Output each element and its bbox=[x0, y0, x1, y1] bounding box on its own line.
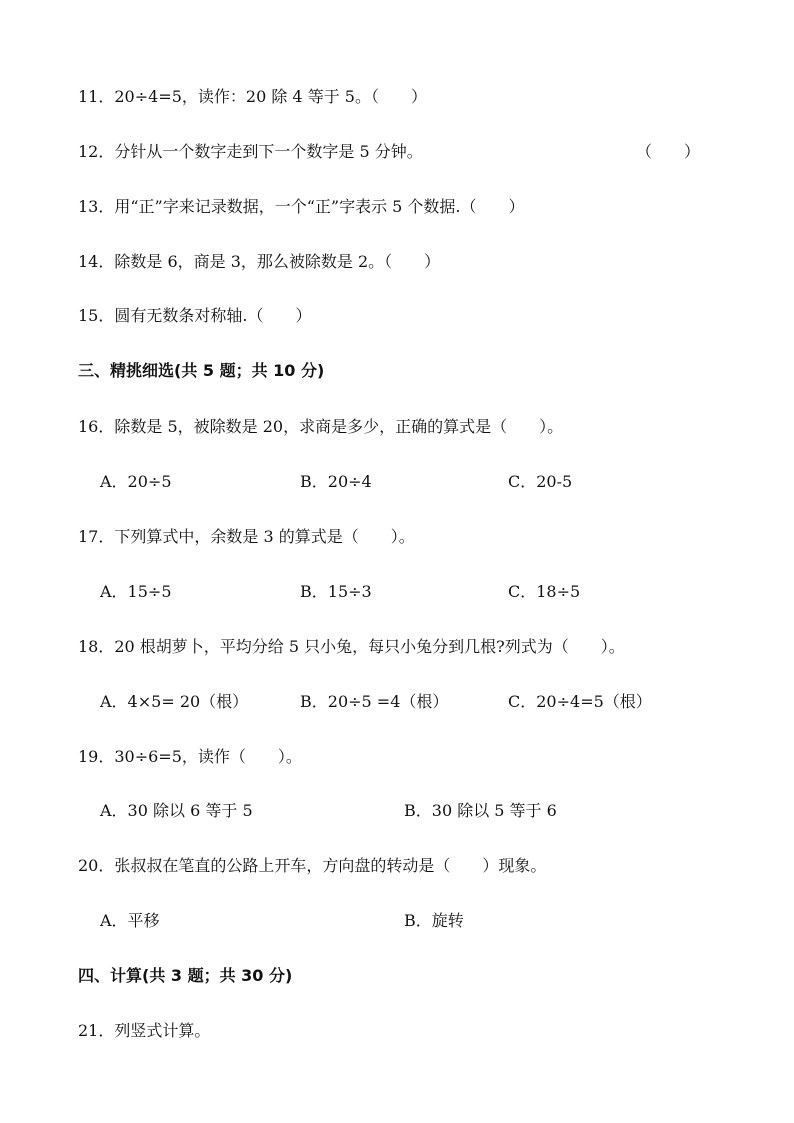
question-18-option-a: A．4×5= 20（根） bbox=[100, 692, 249, 711]
question-11: 11．20÷4=5，读作：20 除 4 等于 5。（ ） bbox=[78, 87, 427, 106]
question-16-option-a: A．20÷5 bbox=[100, 472, 172, 491]
question-18-option-b: B．20÷5 =4（根） bbox=[300, 692, 449, 711]
question-16-option-b: B．20÷4 bbox=[300, 472, 372, 491]
question-19-option-b: B．30 除以 5 等于 6 bbox=[404, 801, 557, 820]
question-18: 18．20 根胡萝卜，平均分给 5 只小兔，每只小兔分到几根?列式为（ ）。 bbox=[78, 637, 625, 656]
question-20: 20．张叔叔在笔直的公路上开车，方向盘的转动是（ ）现象。 bbox=[78, 856, 547, 875]
question-12-answer-paren: （ ） bbox=[636, 142, 701, 161]
question-16: 16．除数是 5，被除数是 20，求商是多少，正确的算式是（ ）。 bbox=[78, 417, 564, 436]
question-19-option-a: A．30 除以 6 等于 5 bbox=[100, 801, 253, 820]
question-13: 13．用“正”字来记录数据，一个“正”字表示 5 个数据.（ ） bbox=[78, 197, 525, 216]
question-18-option-c: C．20÷4=5（根） bbox=[508, 692, 652, 711]
question-17: 17．下列算式中，余数是 3 的算式是（ ）。 bbox=[78, 527, 415, 546]
question-17-option-a: A．15÷5 bbox=[100, 582, 172, 601]
question-16-option-c: C．20-5 bbox=[508, 472, 573, 491]
question-14: 14．除数是 6，商是 3，那么被除数是 2。（ ） bbox=[78, 252, 441, 271]
question-12: 12．分针从一个数字走到下一个数字是 5 分钟。 bbox=[78, 142, 423, 161]
section-3-title: 三、精挑细选(共 5 题；共 10 分) bbox=[78, 361, 325, 380]
question-20-option-a: A．平移 bbox=[100, 911, 160, 930]
section-4-title: 四、计算(共 3 题；共 30 分) bbox=[78, 966, 293, 985]
question-20-option-b: B．旋转 bbox=[404, 911, 464, 930]
question-17-option-c: C．18÷5 bbox=[508, 582, 581, 601]
question-21: 21．列竖式计算。 bbox=[78, 1021, 211, 1040]
question-17-option-b: B．15÷3 bbox=[300, 582, 372, 601]
question-15: 15．圆有无数条对称轴.（ ） bbox=[78, 306, 312, 325]
question-19: 19．30÷6=5，读作（ ）。 bbox=[78, 747, 302, 766]
